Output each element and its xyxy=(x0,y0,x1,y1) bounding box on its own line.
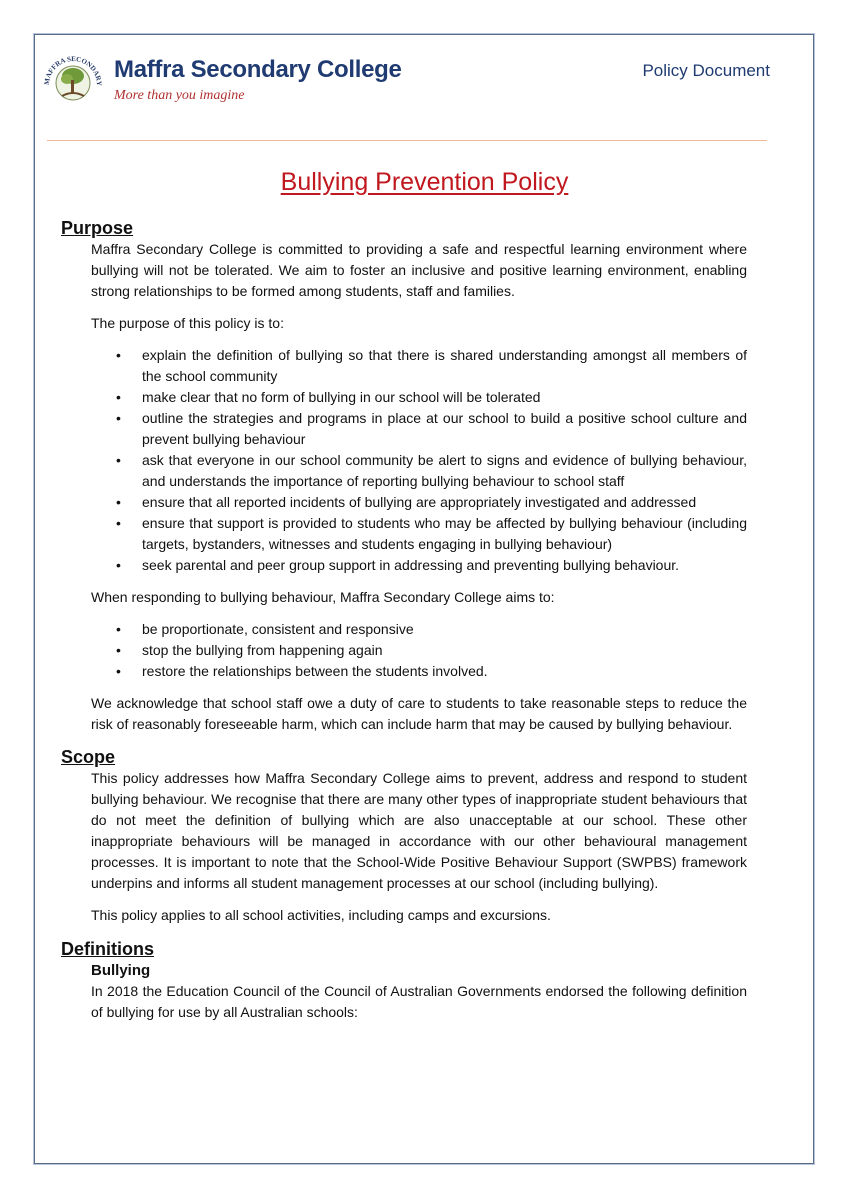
document-type-label: Policy Document xyxy=(642,61,770,80)
response-list xyxy=(91,619,747,682)
definitions-section xyxy=(91,960,747,1023)
list-item-text: stop the bullying from happening again xyxy=(142,642,383,658)
scope-heading: Scope xyxy=(61,747,116,767)
list-item xyxy=(91,555,747,576)
list-item xyxy=(91,408,747,450)
school-crest-icon xyxy=(40,50,106,116)
bullet-icon: • xyxy=(116,663,121,679)
bullet-icon: • xyxy=(116,452,121,468)
purpose-intro: Maffra Secondary College is committed to providing a safe and respectful learning environment where bullying will not be tolerated. We aim to foster an inclusive and positive learning environment, enabling strong relationships to be formed among students, staff and families. xyxy=(91,241,747,299)
list-item-text: ask that everyone in our school community be alert to signs and evidence of bullying behaviour, and understands the importance of reporting bullying behaviour to school staff xyxy=(142,452,747,489)
bullet-icon: • xyxy=(116,410,121,426)
bullet-icon: • xyxy=(116,557,121,573)
bullying-subheading: Bullying xyxy=(91,962,151,979)
list-item-text: ensure that all reported incidents of bullying are appropriately investigated and addressed xyxy=(142,494,697,510)
list-item xyxy=(91,345,747,387)
list-item-text: restore the relationships between the students involved. xyxy=(142,663,488,679)
list-item xyxy=(91,492,747,513)
header-divider xyxy=(47,140,767,141)
bullet-icon: • xyxy=(116,515,121,531)
bullet-icon: • xyxy=(116,389,121,405)
list-item xyxy=(91,661,747,682)
purpose-section xyxy=(91,239,747,735)
list-item xyxy=(91,450,747,492)
purpose-list xyxy=(91,345,747,576)
list-item-text: seek parental and peer group support in addressing and preventing bullying behaviour. xyxy=(142,557,680,573)
list-item-text: ensure that support is provided to students who may be affected by bullying behaviour (including targets, bystanders, witnesses and students engaging in bullying behaviour) xyxy=(142,515,747,552)
list-item-text: be proportionate, consistent and responsive xyxy=(142,621,414,637)
document-body xyxy=(61,217,747,1034)
list-item-text: make clear that no form of bullying in our school will be tolerated xyxy=(142,389,541,405)
scope-paragraph-2: This policy applies to all school activities, including camps and excursions. xyxy=(91,907,551,923)
purpose-lead: The purpose of this policy is to: xyxy=(91,315,284,331)
scope-section xyxy=(91,768,747,926)
scope-paragraph-1: This policy addresses how Maffra Secondary College aims to prevent, address and respond to student bullying behaviour. We recognise that there are many other types of inappropriate student behaviours that do not meet the definition of bullying which are also unacceptable at our school. These other inappropriate behaviours will be managed in accordance with our other behavioural management processes. It is important to note that the School-Wide Positive Behaviour Support (SWPBS) framework underpins and informs all student management processes at our school (including bullying). xyxy=(91,770,747,891)
bullet-icon: • xyxy=(116,621,121,637)
response-lead: When responding to bullying behaviour, Maffra Secondary College aims to: xyxy=(91,589,555,605)
definitions-paragraph-1: In 2018 the Education Council of the Council of Australian Governments endorsed the following definition of bullying for use by all Australian schools: xyxy=(91,983,747,1020)
list-item-text: explain the definition of bullying so that there is shared understanding amongst all members of the school community xyxy=(142,347,747,384)
svg-text:MAFFRA SECONDARY COLLEGE: MAFFRA SECONDARY xyxy=(42,54,104,86)
page-title: Bullying Prevention Policy xyxy=(280,168,569,196)
school-tagline: More than you imagine xyxy=(114,88,245,103)
list-item xyxy=(91,513,747,555)
list-item xyxy=(91,640,747,661)
purpose-heading: Purpose xyxy=(61,218,134,238)
bullet-icon: • xyxy=(116,642,121,658)
purpose-closing: We acknowledge that school staff owe a duty of care to students to take reasonable steps to reduce the risk of reasonably foreseeable harm, which can include harm that may be caused by bullying behaviour. xyxy=(91,695,747,732)
list-item xyxy=(91,387,747,408)
school-name: Maffra Secondary College xyxy=(114,56,402,83)
bullet-icon: • xyxy=(116,494,121,510)
definitions-heading: Definitions xyxy=(61,939,154,959)
list-item xyxy=(91,619,747,640)
bullet-icon: • xyxy=(116,347,121,363)
list-item-text: outline the strategies and programs in place at our school to build a positive school culture and prevent bullying behaviour xyxy=(142,410,747,447)
